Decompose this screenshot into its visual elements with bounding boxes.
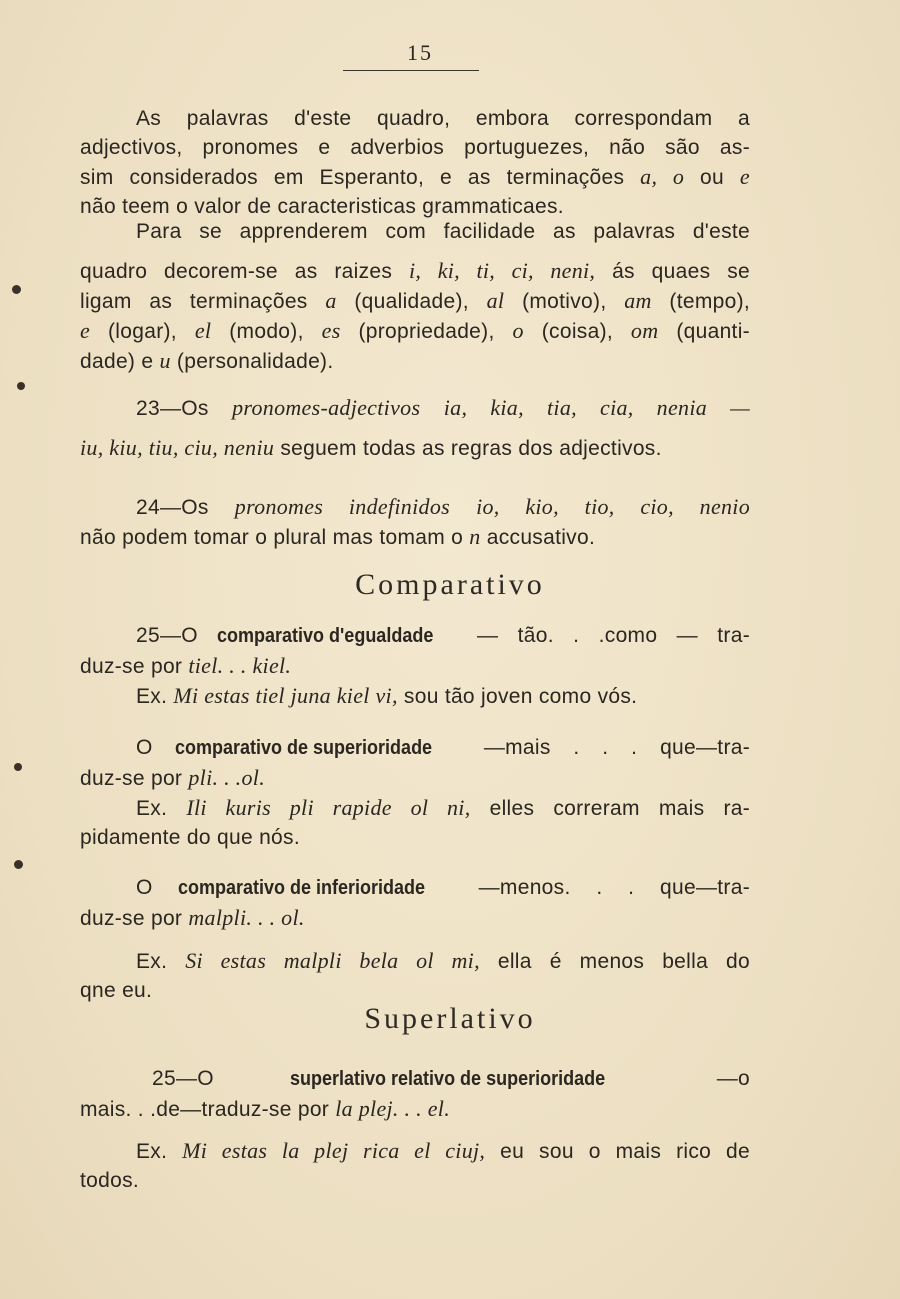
text-line: As palavras d'este quadro, embora correspondam a — [136, 107, 750, 130]
text-line: não podem tomar o plural mas tomam o n accusativo. — [80, 524, 596, 549]
text-line: mais. . .de—traduz-se por la plej. . . el. — [80, 1096, 451, 1121]
text-line: Ex. Ili kuris pli rapide ol ni, elles correram mais ra- — [136, 795, 751, 820]
intro-paragraph-1 — [80, 104, 750, 221]
text-line: não teem o valor de caracteristicas grammaticaes. — [80, 195, 564, 218]
text-line: adjectivos, pronomes e adverbios portuguezes, não são as- — [80, 136, 750, 159]
comparativo-egualdade — [80, 621, 750, 711]
text-line: pidamente do que nós. — [80, 826, 300, 849]
text-line: O comparativo de inferioridade —menos. . . que—tra- — [136, 876, 750, 899]
text-line: duz-se por tiel. . . kiel. — [80, 653, 292, 678]
page-number-rule — [343, 70, 479, 71]
text-line: Para se apprenderem com facilidade as palavras d'este — [136, 220, 750, 243]
text-line: Ex. Mi estas tiel juna kiel vi, sou tão joven como vós. — [136, 683, 638, 708]
text-line: todos. — [80, 1169, 140, 1192]
section-title-comparativo: Comparativo — [355, 568, 545, 601]
text-line: ligam as terminações a (qualidade), al (motivo), am (tempo), — [80, 288, 751, 313]
page-number: 15 — [407, 40, 433, 65]
rule-24 — [80, 492, 750, 552]
text-line: qne eu. — [80, 979, 153, 1002]
text-line: 25—O comparativo d'egualdade — tão. . .como — tra- — [136, 624, 750, 647]
ink-blot — [17, 382, 25, 390]
text-line: duz-se por malpli. . . ol. — [80, 905, 305, 930]
ink-blot — [12, 285, 21, 294]
text-line: e (logar), el (modo), es (propriedade), o (coisa), om (quanti- — [80, 318, 750, 343]
text-line: 23—Os pronomes-adjectivos ia, kia, tia, cia, nenia — — [136, 395, 750, 420]
text-line: iu, kiu, tiu, ciu, neniu seguem todas as regras dos adjectivos. — [80, 435, 662, 460]
ink-blot — [14, 860, 23, 869]
text-line: dade) e u (personalidade). — [80, 348, 334, 373]
comparativo-superioridade — [80, 733, 750, 852]
text-line: duz-se por pli. . .ol. — [80, 765, 265, 790]
text-line: Ex. Si estas malpli bela ol mi, ella é menos bella do — [136, 948, 750, 973]
text-line: quadro decorem-se as raizes i, ki, ti, ci, neni, ás quaes se — [80, 258, 750, 283]
text-line: 24—Os pronomes indefinidos io, kio, tio, cio, nenio — [136, 494, 751, 519]
rule-23 — [80, 393, 750, 463]
ink-blot — [14, 763, 22, 771]
text-line: 25—O superlativo relativo de superioridade —o — [152, 1067, 751, 1090]
superlativo-relativo — [80, 1064, 750, 1195]
section-title-superlativo: Superlativo — [364, 1002, 536, 1035]
intro-paragraph-2 — [80, 217, 750, 376]
text-line: sim considerados em Esperanto, e as terminações a, o ou e — [80, 164, 750, 189]
text-line: O comparativo de superioridade —mais . . . que—tra- — [136, 736, 751, 759]
comparativo-inferioridade — [80, 873, 750, 1005]
text-line: Ex. Mi estas la plej rica el ciuj, eu sou o mais rico de — [136, 1138, 750, 1163]
